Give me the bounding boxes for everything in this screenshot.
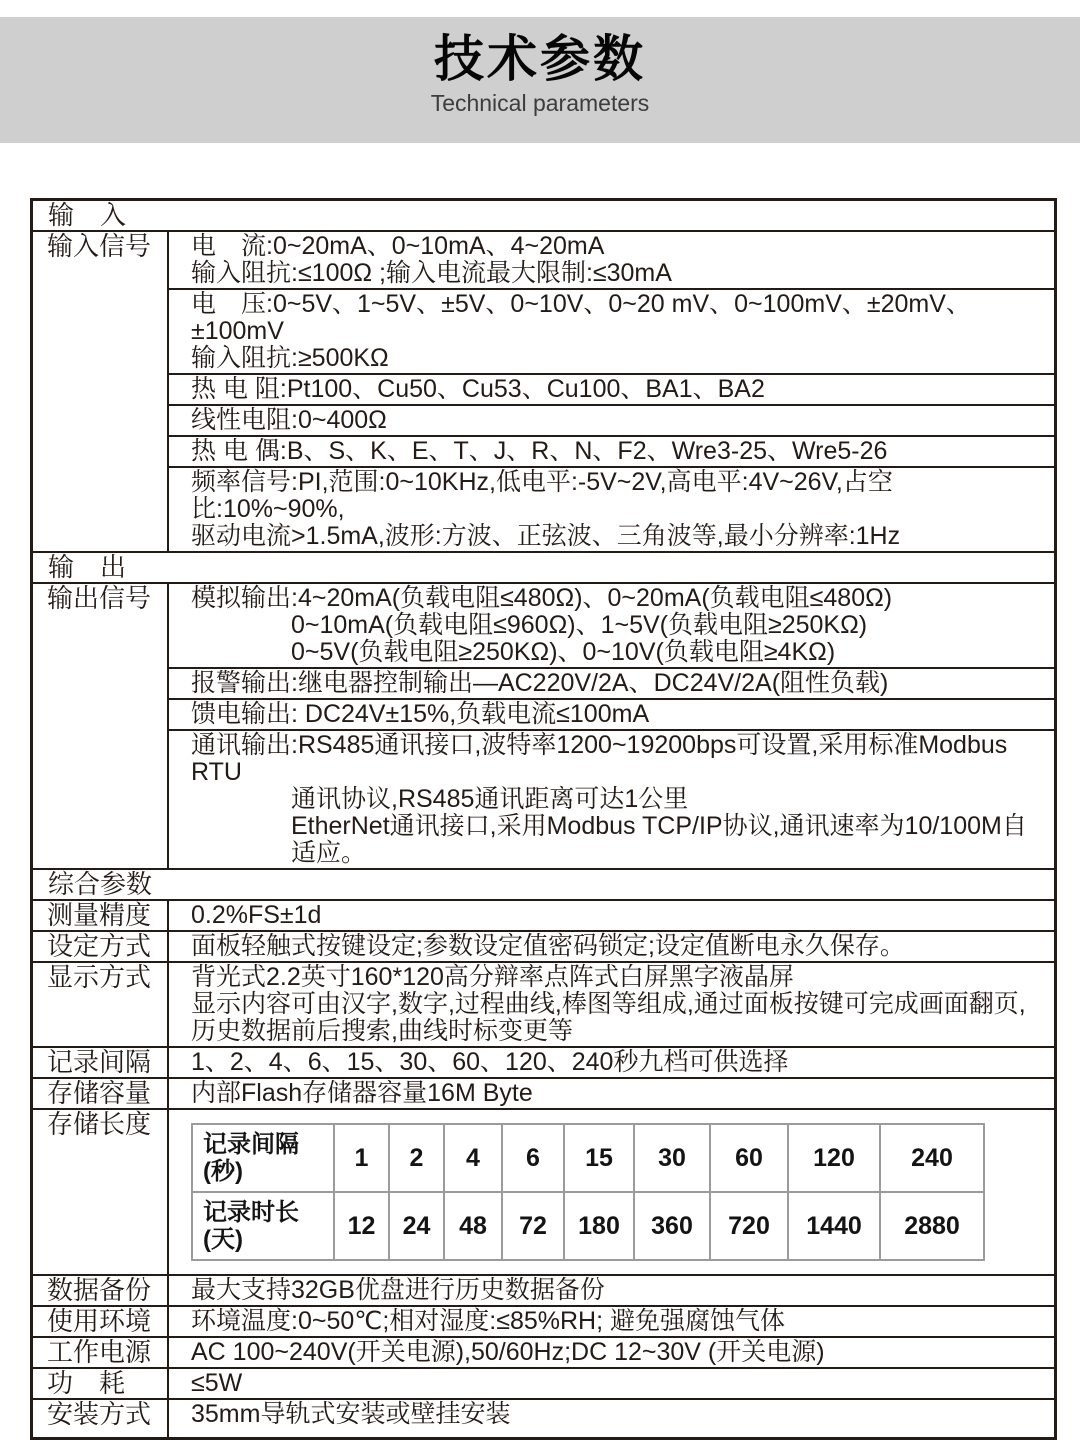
input-voltage-line1: 电 压:0~5V、1~5V、±5V、0~10V、0~20 mV、0~100mV、±20mV、±100mV [191, 290, 971, 345]
display-line2: 显示内容可由汉字,数字,过程曲线,棒图等组成,通过面板按键可完成画面翻页, [191, 990, 1026, 1018]
row-label-storage-capacity: 存储容量 [33, 1079, 169, 1108]
table-row-display [33, 961, 1054, 1046]
input-thermocouple-row: 热 电 偶:B、S、K、E、T、J、R、N、F2、Wre3-25、Wre5-26 [169, 435, 1054, 466]
table-row-record-interval [33, 1046, 1054, 1077]
row-value-setting: 面板轻触式按键设定;参数设定值密码锁定;设定值断电永久保存。 [191, 932, 905, 960]
input-frequency-line1: 频率信号:PI,范围:0~10KHz,低电平:-5V~2V,高电平:4V~26V,占空比:10%~90%, [191, 468, 893, 523]
storage-interval-value: 1 [334, 1124, 389, 1192]
row-label-storage-length: 存储长度 [33, 1110, 169, 1274]
storage-duration-value: 1440 [788, 1192, 880, 1260]
section-row-general [33, 868, 1054, 899]
input-frequency-row [169, 466, 1054, 551]
output-analog-line3: 0~5V(负载电阻≥250KΩ)、0~10V(负载电阻≥4KΩ) [291, 638, 836, 666]
section-header-input: 输 入 [48, 200, 127, 230]
output-feed-row: 馈电输出: DC24V±15%,负载电流≤100mA [169, 698, 1054, 729]
row-label-output-signal: 输出信号 [33, 584, 169, 868]
row-label-mounting: 安装方式 [33, 1400, 169, 1437]
storage-length-cell [169, 1110, 1054, 1274]
row-label-display: 显示方式 [33, 963, 169, 1046]
output-alarm-row: 报警输出:继电器控制输出—AC220V/2A、DC24V/2A(阻性负载) [169, 667, 1054, 698]
table-row-mounting [33, 1398, 1054, 1437]
spec-table [30, 198, 1057, 1440]
storage-duration-value: 48 [444, 1192, 502, 1260]
input-linear-resistance-row: 线性电阻:0~400Ω [169, 404, 1054, 435]
storage-duration-value: 2880 [880, 1192, 984, 1260]
table-row-backup [33, 1274, 1054, 1305]
row-label-input-signal: 输入信号 [33, 232, 169, 551]
input-signal-cell [169, 232, 1054, 551]
storage-interval-value: 15 [564, 1124, 634, 1192]
row-label-power: 工作电源 [33, 1338, 169, 1367]
input-rtd-row: 热 电 阻:Pt100、Cu50、Cu53、Cu100、BA1、BA2 [169, 373, 1054, 404]
storage-interval-value: 4 [444, 1124, 502, 1192]
row-label-environment: 使用环境 [33, 1307, 169, 1336]
storage-interval-value: 6 [502, 1124, 564, 1192]
row-label-consumption: 功 耗 [33, 1369, 169, 1398]
input-current-row [169, 232, 1054, 288]
row-value-mounting: 35mm导轨式安装或壁挂安装 [191, 1400, 511, 1428]
page-title: 技术参数 [434, 31, 646, 87]
output-comm-row [169, 729, 1054, 868]
row-value-consumption: ≤5W [191, 1369, 243, 1397]
table-row-storage-length [33, 1108, 1054, 1274]
output-signal-cell [169, 584, 1054, 868]
row-value-accuracy: 0.2%FS±1d [191, 901, 322, 929]
row-value-power: AC 100~240V(开关电源),50/60Hz;DC 12~30V (开关电源) [191, 1338, 825, 1366]
display-line1: 背光式2.2英寸160*120高分辩率点阵式白屏黑字液晶屏 [191, 963, 794, 991]
output-comm-line1: 通讯输出:RS485通讯接口,波特率1200~19200bps可设置,采用标准Modbus RTU [191, 731, 1008, 786]
output-analog-row [169, 584, 1054, 667]
output-comm-line3: EtherNet通讯接口,采用Modbus TCP/IP协议,通讯速率为10/100M自适应。 [291, 812, 1027, 867]
storage-length-table [191, 1123, 985, 1261]
input-voltage-line2: 输入阻抗:≥500KΩ [191, 344, 389, 372]
input-frequency-line2: 驱动电流>1.5mA,波形:方波、正弦波、三角波等,最小分辨率:1Hz [191, 522, 901, 550]
row-value-environment: 环境温度:0~50℃;相对湿度:≤85%RH; 避免强腐蚀气体 [191, 1307, 785, 1335]
section-header-general: 综合参数 [48, 869, 153, 899]
storage-interval-value: 120 [788, 1124, 880, 1192]
table-row-accuracy [33, 899, 1054, 930]
input-voltage-row [169, 288, 1054, 373]
display-line3: 历史数据前后搜索,曲线时标变更等 [191, 1017, 573, 1045]
input-current-line1: 电 流:0~20mA、0~10mA、4~20mA [191, 232, 605, 260]
storage-interval-label: 记录间隔(秒) [192, 1124, 334, 1192]
storage-interval-value: 2 [389, 1124, 444, 1192]
page-subtitle: Technical parameters [430, 90, 650, 116]
storage-interval-row [192, 1124, 984, 1192]
output-analog-line2: 0~10mA(负载电阻≤960Ω)、1~5V(负载电阻≥250KΩ) [291, 611, 868, 639]
row-label-record-interval: 记录间隔 [33, 1048, 169, 1077]
storage-interval-value: 30 [634, 1124, 710, 1192]
storage-duration-row [192, 1192, 984, 1260]
row-label-backup: 数据备份 [33, 1276, 169, 1305]
storage-duration-value: 24 [389, 1192, 444, 1260]
storage-interval-value: 60 [710, 1124, 788, 1192]
row-value-backup: 最大支持32GB优盘进行历史数据备份 [191, 1276, 605, 1304]
storage-duration-value: 180 [564, 1192, 634, 1260]
storage-duration-value: 720 [710, 1192, 788, 1260]
row-value-record-interval: 1、2、4、6、15、30、60、120、240秒九档可供选择 [191, 1048, 789, 1076]
section-row-output [33, 551, 1054, 582]
output-comm-line2: 通讯协议,RS485通讯距离可达1公里 [291, 785, 689, 813]
table-row-setting [33, 930, 1054, 961]
table-row-power [33, 1336, 1054, 1367]
input-current-line2: 输入阻抗:≤100Ω ;输入电流最大限制:≤30mA [191, 259, 672, 287]
row-label-setting: 设定方式 [33, 932, 169, 961]
section-header-output: 输 出 [48, 552, 127, 582]
section-row-input [33, 201, 1054, 230]
table-row-environment [33, 1305, 1054, 1336]
table-row-storage-capacity [33, 1077, 1054, 1108]
row-label-accuracy: 测量精度 [33, 901, 169, 930]
storage-interval-value: 240 [880, 1124, 984, 1192]
storage-duration-label: 记录时长(天) [192, 1192, 334, 1260]
table-row-consumption [33, 1367, 1054, 1398]
storage-duration-value: 360 [634, 1192, 710, 1260]
page-header [0, 17, 1080, 143]
storage-duration-value: 72 [502, 1192, 564, 1260]
storage-duration-value: 12 [334, 1192, 389, 1260]
row-value-display [169, 963, 1054, 1046]
table-row-output-signal [33, 582, 1054, 868]
output-analog-line1: 模拟输出:4~20mA(负载电阻≤480Ω)、0~20mA(负载电阻≤480Ω) [191, 584, 893, 612]
table-row-input-signal [33, 230, 1054, 551]
row-value-storage-capacity: 内部Flash存储器容量16M Byte [191, 1079, 533, 1107]
